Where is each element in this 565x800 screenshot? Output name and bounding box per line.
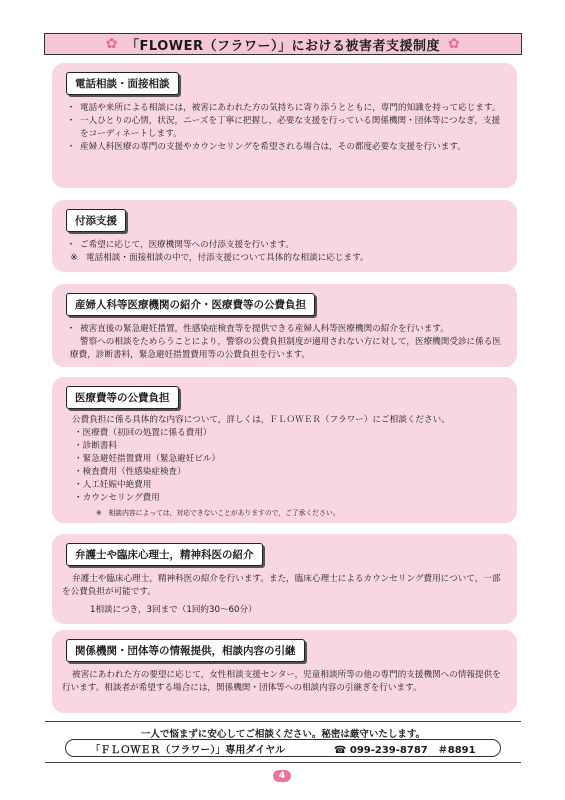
list-item: ・緊急避妊措置費用（緊急避妊ピル） <box>74 454 221 464</box>
note: ※ 電話相談・面接相談の中で，付添支援について具体的な相談に応じます。 <box>70 253 369 263</box>
list-item: ・ 被害直後の緊急避妊措置，性感染症検査等を提供できる産婦人科等医療機関の紹介を行います。 <box>66 324 449 334</box>
footer-contact <box>65 739 501 757</box>
phone-number: ☎ 099-239-8787 ＃8891 <box>333 744 476 756</box>
flower-icon: ✿ <box>447 36 461 52</box>
section-medical-referral <box>52 284 517 367</box>
list-item: ・ 産婦人科医療の専門の支援やカウンセリングを希望される場合は，その都度必要な支援を行います。 <box>66 142 466 152</box>
flower-icon: ✿ <box>105 36 118 52</box>
section-accompaniment-support <box>52 200 517 272</box>
paragraph: 公費負担に係る具体的な内容について，詳しくは，ＦＬＯＷＥＲ（フラワー）にご相談ください。 <box>72 415 450 425</box>
section-information-provision <box>52 630 517 713</box>
section-heading: 産婦人科等医療機関の紹介・医療費等の公費負担 <box>66 293 315 316</box>
footer-message: 一人で悩まずに安心してご相談ください。秘密は厳守いたします。 <box>45 721 521 740</box>
paragraph: 弁護士や臨床心理士，精神科医の紹介を行います。また，臨床心理士によるカウンセリング費用について，一部を公費負担が可能です。 <box>62 574 501 597</box>
list-item: ・カウンセリング費用 <box>74 493 160 503</box>
list-item: ・検査費用（性感染症検査） <box>74 467 186 477</box>
note: ※ 相談内容によっては，対応できないことがありますので，ご了承ください。 <box>96 509 340 517</box>
section-public-expense <box>52 377 517 523</box>
page-title <box>44 33 522 55</box>
divider <box>45 762 521 763</box>
page-number: 4 <box>273 770 291 782</box>
paragraph: 警察への相談をためらうことにより，警察の公費負担制度が適用されない方に対して，医療機関受診に係る医療費，診断書料，緊急避妊措置費用等の公費負担を行います。 <box>70 337 501 360</box>
section-heading: 関係機関・団体等の情報提供，相談内容の引継 <box>66 639 305 662</box>
page-title-text: 「FLOWER（フラワー）」における被害者支援制度 <box>126 38 440 54</box>
list-item: ・人工妊娠中絶費用 <box>74 480 152 490</box>
section-specialist-referral <box>52 534 517 624</box>
list-item: ・ 電話や来所による相談には，被害にあわれた方の気持ちに寄り添うとともに，専門的知識を持って応じます。 <box>66 103 501 113</box>
list-item: ・診断書料 <box>74 441 117 451</box>
section-heading: 付添支援 <box>66 209 126 232</box>
paragraph: 1相談につき，3回まで（1回約30〜60分） <box>90 605 257 615</box>
list-item: ・ ご希望に応じて，医療機関等への付添支援を行います。 <box>66 240 294 250</box>
paragraph: 被害にあわれた方の要望に応じて，女性相談支援センター，児童相談所等の他の専門的支援機関への情報提供を行います。相談者が希望する場合には，関係機関・団体等への相談内容の引継ぎを行います。 <box>62 670 501 693</box>
dial-label: 「ＦＬＯＷＥＲ（フラワー）」専用ダイヤル <box>90 744 286 756</box>
list-item: ・医療費（初回の処置に係る費用） <box>74 428 212 438</box>
section-phone-consultation <box>52 63 517 188</box>
section-heading: 医療費等の公費負担 <box>66 386 179 409</box>
section-heading: 弁護士や臨床心理士，精神科医の紹介 <box>66 543 263 566</box>
list-item: ・ 一人ひとりの心情，状況，ニーズを丁寧に把握し，必要な支援を行っている関係機関・団体等につなぎ，支援をコーディネートします。 <box>66 116 501 139</box>
section-heading: 電話相談・面接相談 <box>66 72 179 95</box>
